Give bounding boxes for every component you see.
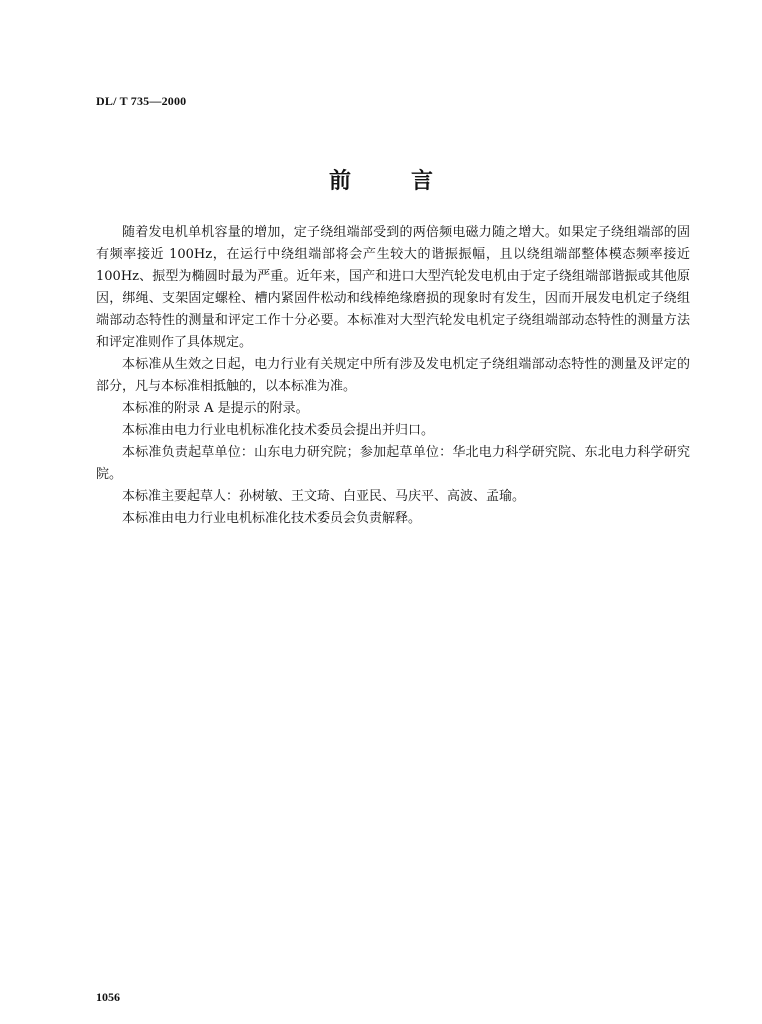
- page-title: [0, 164, 762, 195]
- paragraph: 本标准主要起草人：孙树敏、王文琦、白亚民、马庆平、高波、孟瑜。: [122, 489, 526, 504]
- paragraph: 本标准从生效之日起，电力行业有关规定中所有涉及发电机定子绕组端部动态特性的测量及评定的部分，凡与本标准相抵触的，以本标准为准。: [96, 357, 690, 394]
- page-number: 1056: [96, 990, 120, 1004]
- paragraph: 随着发电机单机容量的增加，定子绕组端部受到的两倍频电磁力随之增大。如果定子绕组端部的固有频率接近 100Hz，在运行中绕组端部将会产生较大的谐振振幅，且以绕组端部整体模态频率接近 100Hz、振型为椭圆时最为严重。近年来，国产和进口大型汽轮发电机由于定子绕组端部谐振或其他原因，绑绳、支架固定螺栓、槽内紧固件松动和线棒绝缘磨损的现象时有发生，因而开展发电机定子绕组端部动态特性的测量和评定工作十分必要。本标准对大型汽轮发电机定子绕组端部动态特性的测量方法和评定准则作了具体规定。: [96, 225, 690, 350]
- paragraph: 本标准的附录 A 是提示的附录。: [122, 401, 309, 416]
- title-char-2: 言: [411, 168, 434, 194]
- paragraph: 本标准负责起草单位：山东电力研究院；参加起草单位：华北电力科学研究院、东北电力科学研究院。: [96, 445, 690, 482]
- paragraph: 本标准由电力行业电机标准化技术委员会负责解释。: [122, 511, 422, 526]
- title-char-1: 前: [328, 168, 351, 194]
- paragraph: 本标准由电力行业电机标准化技术委员会提出并归口。: [122, 423, 435, 438]
- foreword-body: [96, 222, 690, 530]
- standard-code: DL/ T 735—2000: [96, 94, 187, 108]
